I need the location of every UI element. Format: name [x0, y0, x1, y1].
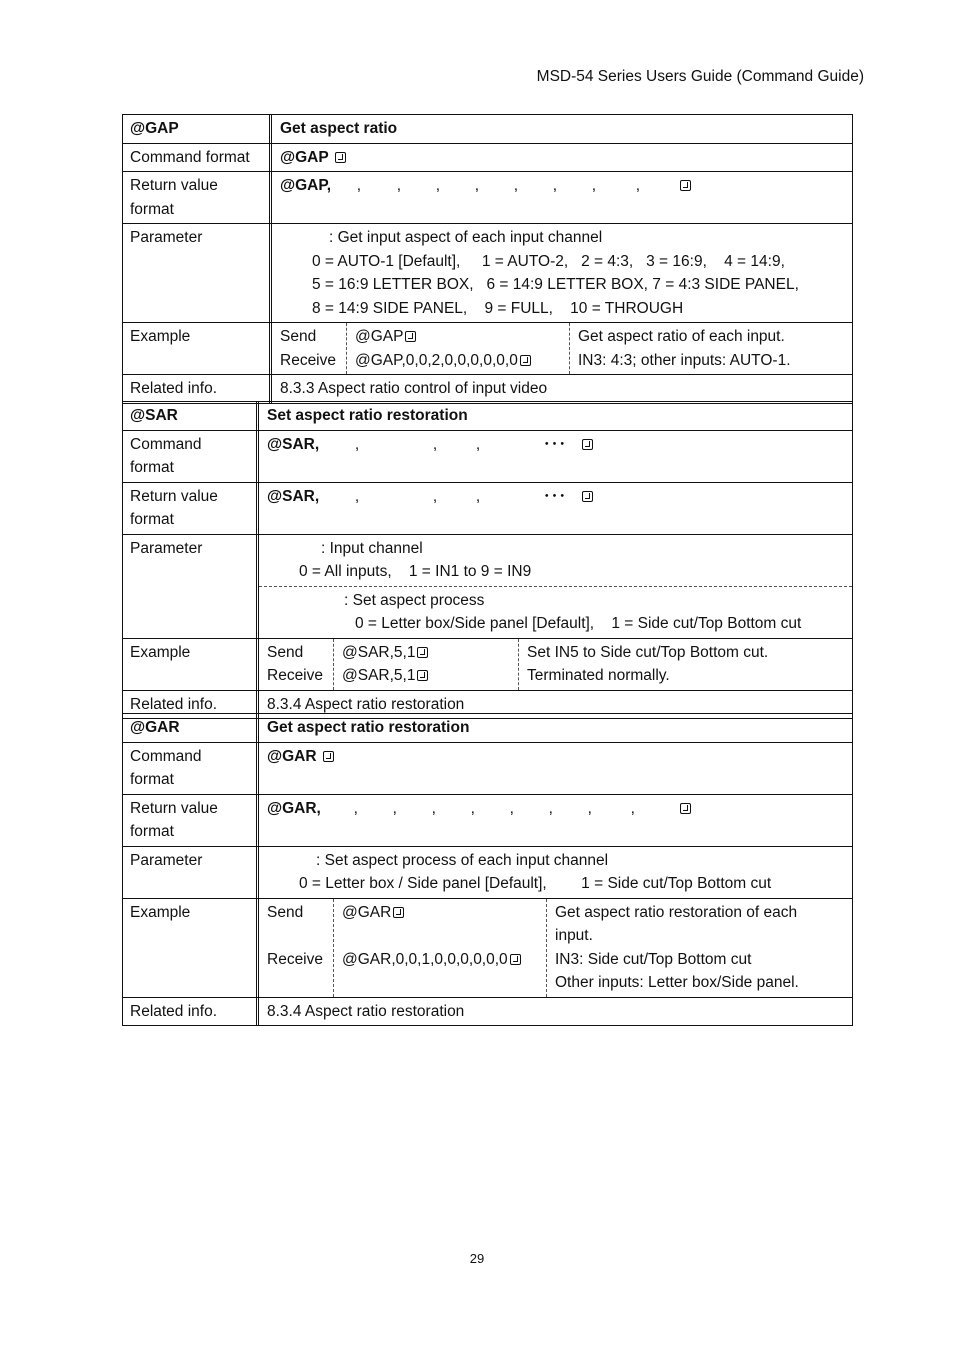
gar-param-line: : Set aspect process of each input channel: [316, 851, 609, 869]
gar-return-row: [123, 794, 852, 846]
receive-label: Receive: [267, 950, 323, 968]
gap-send-desc: Get aspect ratio of each input.: [578, 328, 785, 345]
gap-return-row: [123, 171, 852, 223]
gar-receive-desc: Other inputs: Letter box/Side panel.: [555, 974, 799, 991]
sar-param-process-block: [259, 586, 852, 638]
return-key-icon: [417, 670, 428, 681]
gar-return-label: [123, 795, 259, 846]
sar-param-line: 0 = All inputs, 1 = IN1 to 9 = IN9: [299, 563, 532, 580]
gap-example-descriptions: [570, 323, 852, 374]
gap-param-line: 5 = 16:9 LETTER BOX, 6 = 14:9 LETTER BOX, 7 = 4:3 SIDE PANEL,: [312, 276, 799, 293]
gar-command-title: Get aspect ratio restoration: [267, 719, 470, 736]
sar-return-label: [123, 483, 259, 534]
gar-format-label-1: Command: [130, 747, 202, 765]
sar-param-line: : Input channel: [321, 539, 423, 557]
gap-return-label-2: format: [130, 200, 174, 218]
sar-param-line: : Set aspect process: [344, 591, 485, 609]
sar-example-label: Example: [123, 639, 259, 690]
gap-receive-text: @GAP,0,0,2,0,0,0,0,0,0: [355, 351, 518, 369]
gar-format-value: [259, 743, 852, 794]
sar-format-value: @SAR, , , , ･･･: [259, 431, 852, 482]
return-key-icon: [680, 803, 691, 814]
sar-receive-text: @SAR,5,1: [342, 667, 416, 684]
gap-format-value: [272, 144, 852, 172]
return-key-icon: [417, 647, 428, 658]
gap-title-row: [123, 115, 852, 144]
running-header: MSD-54 Series Users Guide (Command Guide): [536, 68, 864, 85]
gap-related-row: [123, 374, 852, 403]
gar-format-text: @GAR: [267, 747, 317, 765]
gar-related-label: Related info.: [123, 998, 259, 1026]
sar-param-line: 0 = Letter box/Side panel [Default], 1 = Side cut/Top Bottom cut: [355, 615, 802, 632]
send-label: Send: [267, 643, 304, 661]
gar-return-value: @GAR, , , , , , , , ,: [259, 795, 852, 846]
return-key-icon: [335, 152, 346, 163]
gap-param-line: 0 = AUTO-1 [Default], 1 = AUTO-2, 2 = 4:3, 3 = 16:9, 4 = 14:9,: [312, 252, 785, 270]
gar-return-label-2: format: [130, 823, 174, 840]
sar-format-text: @SAR,: [267, 435, 320, 453]
return-key-icon: [323, 751, 334, 762]
receive-label: Receive: [267, 667, 323, 684]
gap-param-line: : Get input aspect of each input channel: [329, 229, 603, 246]
gar-send-command: [342, 901, 538, 925]
sar-param-input-block: [259, 535, 852, 586]
gar-receive-desc: IN3: Side cut/Top Bottom cut: [555, 950, 752, 968]
sar-format-row: [123, 431, 852, 482]
sar-title-row: [123, 402, 852, 431]
sar-format-label-1: Command: [130, 435, 202, 453]
gap-return-label: [123, 172, 272, 223]
gap-related-value: 8.3.3 Aspect ratio control of input video: [280, 380, 548, 397]
gar-example-descriptions: [547, 899, 852, 997]
gap-related-label: Related info.: [123, 375, 272, 403]
gar-example-row: [123, 898, 852, 997]
sar-return-row: [123, 482, 852, 534]
sar-send-text: @SAR,5,1: [342, 643, 416, 661]
gar-format-label: [123, 743, 259, 794]
gar-related-row: [123, 997, 852, 1026]
gar-send-desc: input.: [555, 927, 593, 944]
sar-send-desc: Set IN5 to Side cut/Top Bottom cut.: [527, 643, 769, 661]
gar-related-value: 8.3.4 Aspect ratio restoration: [267, 1002, 465, 1020]
sar-return-label-1: Return value: [130, 487, 218, 505]
gap-format-label: Command format: [123, 144, 272, 172]
gar-example-direction: [259, 899, 334, 997]
gap-format-row: [123, 144, 852, 172]
return-key-icon: [405, 331, 416, 342]
sar-receive-command: [342, 664, 510, 688]
sar-send-command: [342, 641, 510, 665]
gar-command-table: [122, 713, 853, 1026]
sar-example-row: [123, 638, 852, 690]
gap-command-name: @GAP: [123, 115, 272, 143]
sar-return-value: @SAR, , , , ･･･: [259, 483, 852, 534]
sar-example-commands: [334, 639, 519, 690]
gap-send-text: @GAP: [355, 328, 404, 345]
send-label: Send: [280, 328, 317, 345]
gar-receive-text: @GAR,0,0,1,0,0,0,0,0,0: [342, 950, 508, 968]
gap-send-command: [355, 325, 561, 349]
gap-parameter-row: [123, 223, 852, 322]
gap-command-table: [122, 114, 853, 404]
return-key-icon: [393, 907, 404, 918]
sar-parameter-value: [259, 535, 852, 638]
page-number: 29: [469, 1251, 485, 1266]
sar-related-value: 8.3.4 Aspect ratio restoration: [267, 695, 465, 713]
gar-send-desc: Get aspect ratio restoration of each: [555, 903, 798, 921]
gar-parameter-row: [123, 846, 852, 898]
gap-return-text: @GAP,: [280, 177, 332, 194]
gar-example-label: Example: [123, 899, 259, 997]
gap-format-text: @GAP: [280, 148, 329, 166]
gar-param-line: 0 = Letter box / Side panel [Default], 1 = Side cut/Top Bottom cut: [299, 875, 772, 892]
gap-receive-command: [355, 349, 561, 373]
gar-format-label-2: format: [130, 771, 174, 788]
gap-example-value: [272, 323, 852, 374]
gap-return-value: [272, 172, 852, 223]
gar-command-name: @GAR: [123, 714, 259, 742]
gap-example-commands: [347, 323, 570, 374]
gap-return-separators: , , , , , , , ,: [356, 177, 641, 194]
return-key-icon: [582, 491, 593, 502]
sar-example-descriptions: [519, 639, 852, 690]
sar-format-label-2: format: [130, 459, 174, 476]
sar-command-table: [122, 401, 853, 719]
sar-command-title: Set aspect ratio restoration: [267, 407, 468, 424]
gap-example-label: Example: [123, 323, 272, 374]
gap-param-line: 8 = 14:9 SIDE PANEL, 9 = FULL, 10 = THROUGH: [312, 299, 684, 317]
gar-receive-command: [342, 948, 538, 972]
gap-receive-desc: IN3: 4:3; other inputs: AUTO-1.: [578, 351, 791, 369]
return-key-icon: [680, 180, 691, 191]
return-key-icon: [582, 439, 593, 450]
receive-label: Receive: [280, 351, 336, 369]
gar-parameter-label: Parameter: [123, 847, 259, 898]
gar-example-value: [259, 899, 852, 997]
gar-send-text: @GAR: [342, 903, 392, 921]
gap-return-label-1: Return value: [130, 177, 218, 194]
gar-title-row: [123, 714, 852, 743]
return-key-icon: [510, 954, 521, 965]
sar-example-value: [259, 639, 852, 690]
gap-example-row: [123, 322, 852, 374]
gar-return-label-1: Return value: [130, 799, 218, 817]
sar-related-label: Related info.: [123, 691, 259, 719]
gap-command-title: Get aspect ratio: [280, 120, 398, 137]
sar-example-direction: [259, 639, 334, 690]
sar-command-name: @SAR: [123, 402, 259, 430]
send-label: Send: [267, 903, 304, 921]
gar-format-row: [123, 743, 852, 794]
sar-return-label-2: format: [130, 511, 174, 528]
gap-example-direction: [272, 323, 347, 374]
gar-return-text: @GAR,: [267, 799, 321, 817]
gap-parameter-label: Parameter: [123, 224, 272, 322]
sar-format-label: [123, 431, 259, 482]
return-key-icon: [520, 355, 531, 366]
sar-parameter-row: [123, 534, 852, 638]
gar-example-commands: [334, 899, 547, 997]
sar-return-text: @SAR,: [267, 487, 320, 505]
gap-parameter-value: [272, 224, 852, 322]
gar-parameter-value: [259, 847, 852, 898]
sar-receive-desc: Terminated normally.: [527, 667, 670, 684]
sar-parameter-label: Parameter: [123, 535, 259, 638]
